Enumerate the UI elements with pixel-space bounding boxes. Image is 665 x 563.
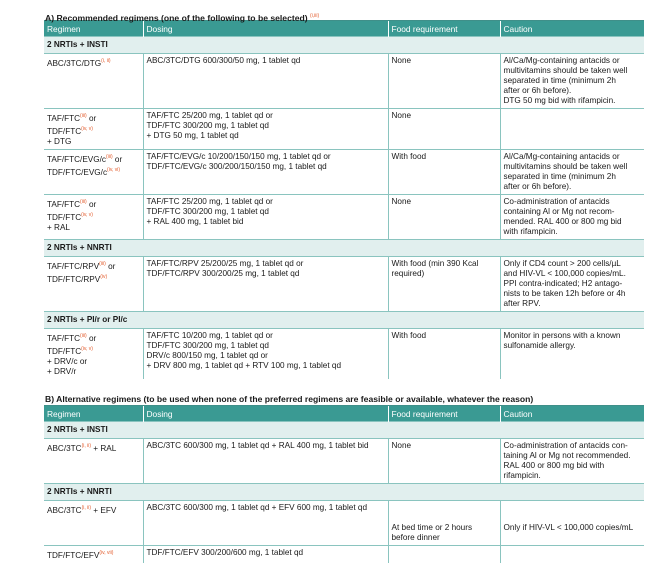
caution-line: [504, 513, 643, 523]
group-name: 2 NRTIs + PI/r or PI/c: [44, 312, 644, 329]
regimen-name: + RAL: [47, 223, 70, 232]
header-caution: Caution: [500, 21, 644, 37]
regimen-line: [47, 548, 141, 561]
food-line: None: [392, 197, 498, 207]
regimen-name: TAF/FTC: [47, 200, 80, 209]
footnote-ref: (iv, vii): [99, 550, 113, 556]
caution-cell: [500, 439, 644, 484]
food-line: None: [392, 56, 498, 66]
regimen-line: [47, 503, 141, 516]
header-food-requirement: Food requirement: [388, 21, 500, 37]
footnote-ref: (iii): [99, 261, 106, 267]
footnote-ref: (iv, v): [81, 212, 93, 218]
dosing-line: TDF/FTC/EVG/c 300/200/150/150 mg, 1 tablet qd: [147, 162, 386, 172]
header-food-requirement: Food requirement: [388, 406, 500, 422]
regimen-line: [47, 357, 141, 367]
footnote-ref: (iii): [80, 333, 87, 339]
caution-cell: [500, 150, 644, 195]
caution-line: separated in time (minimum 2h: [504, 76, 643, 86]
food-line: With food: [392, 331, 498, 341]
dosing-line: TDF/FTC 300/200 mg, 1 tablet qd: [147, 341, 386, 351]
section-a-title-text: A) Recommended regimens (one of the following to be selected): [45, 13, 308, 23]
group-name: 2 NRTIs + INSTI: [44, 422, 644, 439]
caution-line: Monitor in persons with a known: [504, 331, 643, 341]
caution-line: Co-administration of antacids: [504, 197, 643, 207]
regimen-line: [47, 272, 141, 285]
regimen-suffix: or: [87, 334, 97, 343]
regimen-cell: [44, 109, 143, 150]
regimen-cell: [44, 501, 143, 546]
footnote-ref: (iii): [106, 154, 113, 160]
alternative-regimens-table: [44, 406, 644, 563]
regimen-name: TAF/FTC/EVG/c: [47, 155, 106, 164]
caution-line: with rifampicin.: [504, 227, 643, 237]
regimen-line: [47, 124, 141, 137]
footnote-ref: (i, ii): [101, 58, 110, 64]
regimen-line: [47, 367, 141, 377]
dosing-line: + RAL 400 mg, 1 tablet bid: [147, 217, 386, 227]
dosing-line: TAF/FTC 25/200 mg, 1 tablet qd or: [147, 111, 386, 121]
dosing-line: TAF/FTC/EVG/c 10/200/150/150 mg, 1 tablet qd or: [147, 152, 386, 162]
food-cell: [388, 329, 500, 380]
caution-line: Co-administration of antacids con-: [504, 441, 643, 451]
dosing-line: DRV/c 800/150 mg, 1 tablet qd or: [147, 351, 386, 361]
food-cell: [388, 109, 500, 150]
dosing-line: ABC/3TC/DTG 600/300/50 mg, 1 tablet qd: [147, 56, 386, 66]
regimen-cell: [44, 195, 143, 240]
food-line: required): [392, 269, 498, 279]
footnote-ref: (iv, v): [81, 126, 93, 132]
regimen-line: [47, 259, 141, 272]
food-cell: [388, 257, 500, 312]
dosing-line: TDF/FTC/EFV 300/200/600 mg, 1 tablet qd: [147, 548, 386, 558]
table-row: [44, 501, 644, 546]
footnote-ref: (i, ii): [82, 505, 91, 511]
caution-cell: [500, 109, 644, 150]
regimen-line: [47, 165, 141, 178]
food-cell: [388, 439, 500, 484]
caution-line: sulfonamide allergy.: [504, 341, 643, 351]
regimen-cell: [44, 257, 143, 312]
dosing-line: ABC/3TC 600/300 mg, 1 tablet qd + EFV 600 mg, 1 tablet qd: [147, 503, 386, 513]
regimen-name: + DTG: [47, 137, 71, 146]
regimen-line: [47, 223, 141, 233]
regimen-line: [47, 331, 141, 344]
caution-line: after or 6h before).: [504, 86, 643, 96]
caution-cell: [500, 329, 644, 380]
regimen-name: TAF/FTC: [47, 334, 80, 343]
regimen-name: TAF/FTC: [47, 114, 80, 123]
food-cell: [388, 150, 500, 195]
regimen-name: TDF/FTC/EVG/c: [47, 168, 107, 177]
caution-line: separated in time (minimum 2h: [504, 172, 643, 182]
regimen-cell: [44, 329, 143, 380]
caution-line: nists to be taken 12h before or 4h: [504, 289, 643, 299]
regimen-line: [47, 344, 141, 357]
table-row: [44, 150, 644, 195]
group-row: [44, 37, 644, 54]
caution-line: mended. RAL 400 or 800 mg bid: [504, 217, 643, 227]
dosing-cell: [143, 195, 388, 240]
caution-line: Only if HIV-VL < 100,000 copies/mL: [504, 523, 643, 533]
group-row: [44, 422, 644, 439]
table-row: [44, 546, 644, 563]
regimen-cell: [44, 150, 143, 195]
food-cell: [388, 54, 500, 109]
caution-line: and HIV-VL < 100,000 copies/mL.: [504, 269, 643, 279]
dosing-line: TAF/FTC/RPV 25/200/25 mg, 1 tablet qd or: [147, 259, 386, 269]
regimen-line: [47, 137, 141, 147]
caution-cell: [500, 54, 644, 109]
regimen-name: TAF/FTC/RPV: [47, 262, 99, 271]
regimen-name: TDF/FTC: [47, 347, 81, 356]
regimen-line: [47, 210, 141, 223]
regimen-suffix: or: [106, 262, 116, 271]
dosing-line: + DRV 800 mg, 1 tablet qd + RTV 100 mg, 1 tablet qd: [147, 361, 386, 371]
regimen-line: [47, 152, 141, 165]
food-line: None: [392, 441, 498, 451]
dosing-line: ABC/3TC 600/300 mg, 1 tablet qd + RAL 400 mg, 1 tablet bid: [147, 441, 386, 451]
dosing-cell: [143, 54, 388, 109]
regimen-suffix: or: [87, 200, 97, 209]
food-cell: [388, 501, 500, 546]
dosing-line: TAF/FTC 10/200 mg, 1 tablet qd or: [147, 331, 386, 341]
dosing-cell: [143, 546, 388, 563]
regimen-name: TDF/FTC: [47, 127, 81, 136]
dosing-cell: [143, 439, 388, 484]
table-row: [44, 257, 644, 312]
regimen-suffix: + RAL: [91, 444, 116, 453]
regimen-name: TDF/FTC/EFV: [47, 551, 99, 560]
food-cell: [388, 546, 500, 563]
caution-line: RAL 400 or 800 mg bid with: [504, 461, 643, 471]
caution-line: multivitamins should be taken well: [504, 66, 643, 76]
header-dosing: Dosing: [143, 21, 388, 37]
caution-line: taining Al or Mg not recommended.: [504, 451, 643, 461]
dosing-cell: [143, 501, 388, 546]
section-a-title-refs: (i,iii): [310, 13, 319, 19]
table-row: [44, 54, 644, 109]
regimen-name: + DRV/c or: [47, 357, 87, 366]
dosing-line: + DTG 50 mg, 1 tablet qd: [147, 131, 386, 141]
group-name: 2 NRTIs + NNRTI: [44, 240, 644, 257]
regimen-line: [47, 111, 141, 124]
caution-line: DTG 50 mg bid with rifampicin.: [504, 96, 643, 106]
table-row: [44, 195, 644, 240]
footnote-ref: (iii): [80, 113, 87, 119]
caution-line: PPI contra-indicated; H2 antago-: [504, 279, 643, 289]
dosing-line: TAF/FTC 25/200 mg, 1 tablet qd or: [147, 197, 386, 207]
caution-line: containing Al or Mg not recom-: [504, 207, 643, 217]
dosing-cell: [143, 150, 388, 195]
regimen-tables: [44, 0, 644, 563]
regimen-name: TDF/FTC/RPV: [47, 275, 100, 284]
group-row: [44, 240, 644, 257]
caution-cell: [500, 501, 644, 546]
food-line: None: [392, 111, 498, 121]
food-cell: [388, 195, 500, 240]
header-caution: Caution: [500, 406, 644, 422]
regimen-suffix: + EFV: [91, 506, 116, 515]
regimen-cell: [44, 439, 143, 484]
footnote-ref: (iii): [80, 199, 87, 205]
regimen-name: ABC/3TC: [47, 444, 82, 453]
header-regimen: Regimen: [44, 21, 143, 37]
caution-cell: [500, 195, 644, 240]
caution-line: [504, 503, 643, 513]
caution-line: Only if CD4 count > 200 cells/µL: [504, 259, 643, 269]
dosing-cell: [143, 329, 388, 380]
section-a-title: [44, 0, 644, 20]
caution-line: Al/Ca/Mg-containing antacids or: [504, 56, 643, 66]
regimen-name: TDF/FTC: [47, 213, 81, 222]
regimen-suffix: or: [87, 114, 97, 123]
caution-line: Al/Ca/Mg-containing antacids or: [504, 152, 643, 162]
caution-cell: [500, 257, 644, 312]
group-row: [44, 484, 644, 501]
footnote-ref: (iv, v): [81, 346, 93, 352]
dosing-cell: [143, 109, 388, 150]
food-line: [392, 503, 498, 513]
footnote-ref: (i, ii): [82, 443, 91, 449]
header-regimen: Regimen: [44, 406, 143, 422]
regimen-suffix: or: [113, 155, 123, 164]
food-line: With food (min 390 Kcal: [392, 259, 498, 269]
dosing-line: TDF/FTC 300/200 mg, 1 tablet qd: [147, 207, 386, 217]
table-row: [44, 329, 644, 380]
caution-line: after or 6h before).: [504, 182, 643, 192]
food-line: before dinner: [392, 533, 498, 543]
section-b-title-text: B) Alternative regimens (to be used when none of the preferred regimens are feasible or available, whatever the reason): [45, 394, 533, 404]
food-line: With food: [392, 152, 498, 162]
group-name: 2 NRTIs + INSTI: [44, 37, 644, 54]
dosing-cell: [143, 257, 388, 312]
footnote-ref: (iv): [100, 274, 107, 280]
regimen-line: [47, 441, 141, 454]
table-row: [44, 439, 644, 484]
regimen-cell: [44, 54, 143, 109]
regimen-line: [47, 197, 141, 210]
dosing-line: TDF/FTC/RPV 300/200/25 mg, 1 tablet qd: [147, 269, 386, 279]
regimen-name: ABC/3TC: [47, 506, 82, 515]
header-dosing: Dosing: [143, 406, 388, 422]
food-line: [392, 513, 498, 523]
group-row: [44, 312, 644, 329]
regimen-line: [47, 56, 141, 69]
food-line: At bed time or 2 hours: [392, 523, 498, 533]
caution-cell: [500, 546, 644, 563]
regimen-name: ABC/3TC/DTG: [47, 59, 101, 68]
regimen-name: + DRV/r: [47, 367, 76, 376]
dosing-line: TDF/FTC 300/200 mg, 1 tablet qd: [147, 121, 386, 131]
group-name: 2 NRTIs + NNRTI: [44, 484, 644, 501]
regimen-cell: [44, 546, 143, 563]
caution-line: rifampicin.: [504, 471, 643, 481]
footnote-ref: (iv, vi): [107, 167, 120, 173]
table-row: [44, 109, 644, 150]
section-b-title: [44, 393, 644, 405]
caution-line: after RPV.: [504, 299, 643, 309]
caution-line: multivitamins should be taken well: [504, 162, 643, 172]
recommended-regimens-table: [44, 21, 644, 379]
